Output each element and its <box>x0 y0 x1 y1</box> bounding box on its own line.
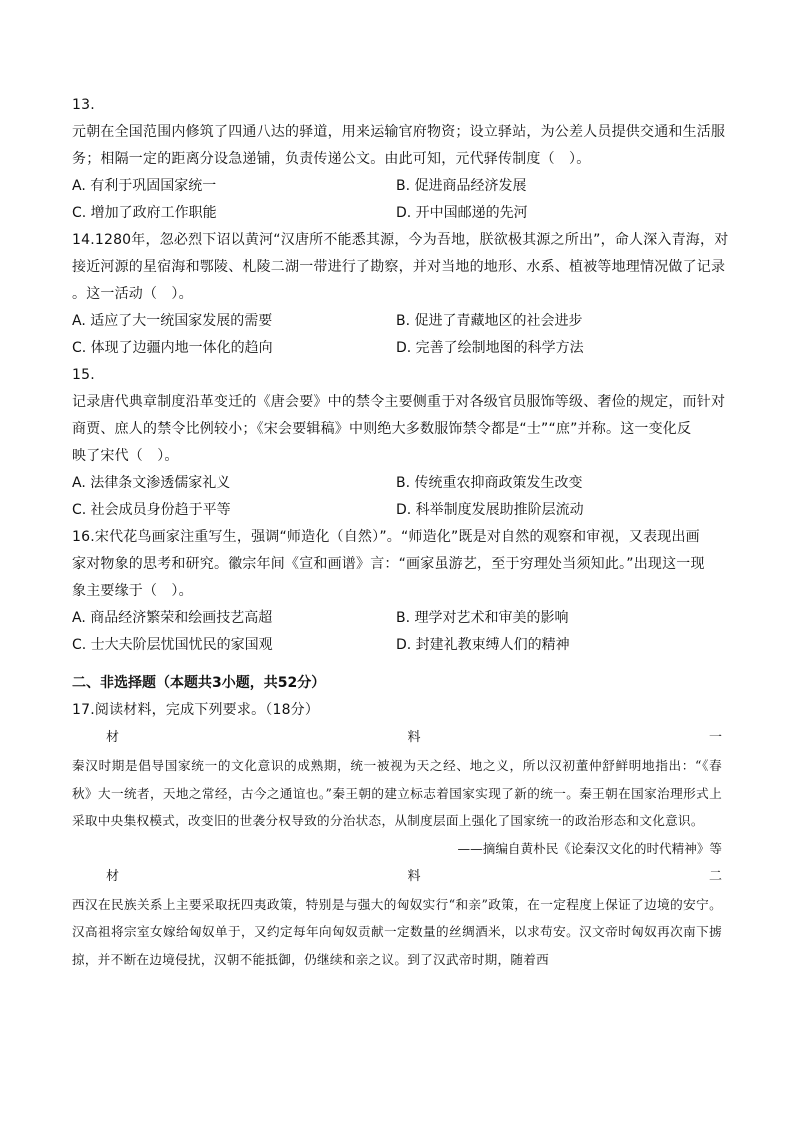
question-stem: 商贾、庶人的禁令比例较小；《宋会要辑稿》中则绝大多数服饰禁令都是“士”“庶”并称。这一变化反 <box>72 421 692 437</box>
question-stem: 务；相隔一定的距离分设急递铺，负责传递公文。由此可知，元代驿传制度（ ）。 <box>72 151 591 167</box>
question-stem: 14.1280年，忽必烈下诏以黄河“汉唐所不能悉其源，今为吾地，朕欲极其源之所出”，命人深入青海，对 <box>72 232 729 248</box>
material-1-text: 秦汉时期是倡导国家统一的文化意识的成熟期，统一被视为天之经、地之义，所以汉初董仲舒鲜明地指出：“《春秋》大一统者，天地之常经，古今之通谊也。”秦王朝的建立标志着国家实现了新的统一。秦王朝在国家治理形式上采取中央集权模式，改变旧的世袭分权导致的分治状态，从制度层面上强化了国家统一的政治形态和文化意识。 <box>72 758 722 828</box>
question-number: 13. <box>72 97 95 113</box>
option-b[interactable]: B. 理学对艺术和审美的影响 <box>396 610 569 626</box>
exam-page <box>72 92 729 973</box>
option-row <box>72 497 722 524</box>
material-1-source: ——摘编自黄朴民《论秦汉文化的时代精神》等 <box>457 840 722 856</box>
option-c[interactable]: C. 社会成员身份趋于平等 <box>72 502 231 518</box>
material-1-heading <box>72 724 722 752</box>
option-c[interactable]: C. 增加了政府工作职能 <box>72 205 217 221</box>
question-stem: 映了宋代（ ）。 <box>72 448 179 464</box>
option-c[interactable]: C. 士大夫阶层忧国忧民的家国观 <box>72 637 273 653</box>
option-row <box>72 308 722 335</box>
question-number: 15. <box>72 367 95 383</box>
option-row <box>72 605 722 632</box>
question-stem: 17.阅读材料，完成下列要求。（18分） <box>72 702 320 718</box>
question-stem: 元朝在全国范围内修筑了四通八达的驿道，用来运输官府物资；设立驿站，为公差人员提供交通和生活服 <box>72 124 726 140</box>
material-heading-char: 料 <box>407 868 421 884</box>
option-row <box>72 335 722 362</box>
question-17 <box>72 697 722 973</box>
option-b[interactable]: B. 促进了青藏地区的社会进步 <box>396 313 583 329</box>
question-stem: 家对物象的思考和研究。徽宗年间《宣和画谱》言：“画家虽游艺，至于穷理处当须知此。”出现这一现 <box>72 556 705 572</box>
option-row <box>72 200 722 227</box>
option-c[interactable]: C. 体现了边疆内地一体化的趋向 <box>72 340 273 356</box>
material-2-heading <box>72 863 722 891</box>
option-a[interactable]: A. 有利于巩固国家统一 <box>72 178 217 194</box>
material-heading-char: 一 <box>708 730 722 745</box>
material-heading-char: 材 <box>106 730 120 745</box>
question-stem: 16.宋代花鸟画家注重写生，强调“师造化（自然）”。“师造化”既是对自然的观察和审视，又表现出画 <box>72 529 700 545</box>
option-a[interactable]: A. 适应了大一统国家发展的需要 <box>72 313 273 329</box>
material-heading-char: 料 <box>407 730 421 745</box>
question-15 <box>72 362 726 524</box>
option-b[interactable]: B. 促进商品经济发展 <box>396 178 527 194</box>
option-b[interactable]: B. 传统重农抑商政策发生改变 <box>396 475 583 491</box>
option-row <box>72 632 722 659</box>
material-2-text: 西汉在民族关系上主要采取抚四夷政策，特别是与强大的匈奴实行“和亲”政策，在一定程度上保证了边境的安宁。汉高祖将宗室女嫁给匈奴单于，又约定每年向匈奴贡献一定数量的丝绸酒米，以求苟安。汉文帝时匈奴再次南下掳掠，并不断在边境侵扰，汉朝不能抵御，仍继续和亲之议。到了汉武帝时期，随着西 <box>72 896 722 967</box>
option-d[interactable]: D. 完善了绘制地图的科学方法 <box>396 340 584 356</box>
question-stem: 。这一活动（ ）。 <box>72 286 193 302</box>
question-13 <box>72 92 726 227</box>
material-heading-char: 材 <box>106 868 120 884</box>
material-heading-char: 二 <box>708 868 722 884</box>
question-16 <box>72 524 722 659</box>
option-row <box>72 173 722 200</box>
option-row <box>72 470 722 497</box>
option-a[interactable]: A. 法律条文渗透儒家礼义 <box>72 475 231 491</box>
question-14 <box>72 227 729 362</box>
question-stem: 记录唐代典章制度沿革变迁的《唐会要》中的禁令主要侧重于对各级官员服饰等级、奢俭的规定，而针对 <box>72 394 726 410</box>
section-title: 二、非选择题（本题共3小题，共52分） <box>72 675 326 691</box>
question-stem: 接近河源的星宿海和鄂陵、札陵二湖一带进行了勘察，并对当地的地形、水系、植被等地理情况做了记录 <box>72 259 726 275</box>
option-d[interactable]: D. 封建礼教束缚人们的精神 <box>396 637 570 653</box>
option-a[interactable]: A. 商品经济繁荣和绘画技艺高超 <box>72 610 273 626</box>
option-d[interactable]: D. 开中国邮递的先河 <box>396 205 528 221</box>
option-d[interactable]: D. 科举制度发展助推阶层流动 <box>396 502 584 518</box>
question-stem: 象主要缘于（ ）。 <box>72 583 193 599</box>
